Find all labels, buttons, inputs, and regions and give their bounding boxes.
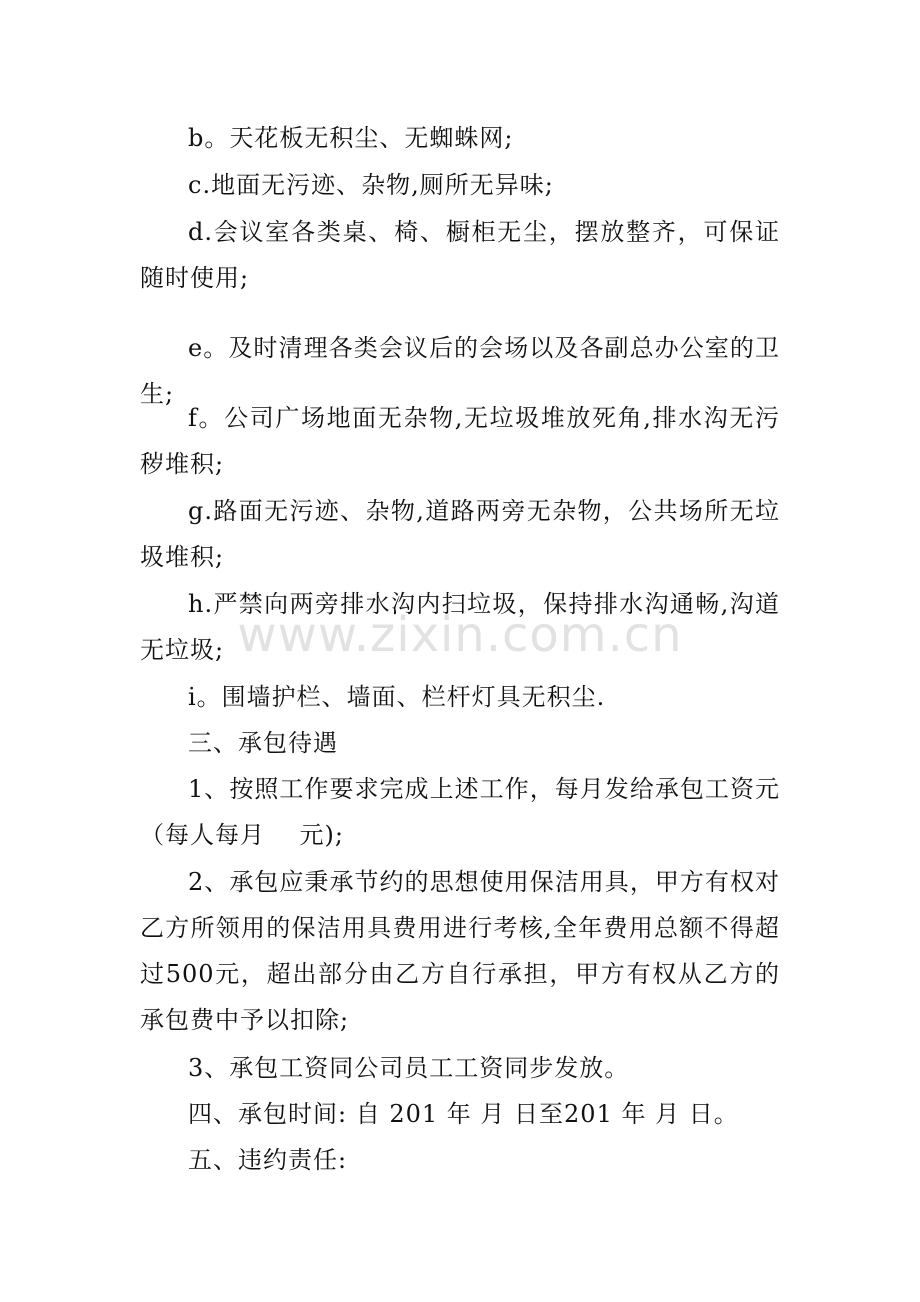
- paragraph-g: g.路面无污迹、杂物,道路两旁无杂物，公共场所无垃圾堆积;: [140, 497, 780, 571]
- paragraph-h: h.严禁向两旁排水沟内扫垃圾，保持排水沟通畅,沟道无垃圾;: [140, 590, 780, 664]
- section-heading-5: 五、违约责任:: [188, 1146, 348, 1174]
- section-heading-3: 三、承包待遇: [188, 729, 338, 757]
- paragraph-i: i。围墙护栏、墙面、栏杆灯具无积尘.: [188, 683, 606, 711]
- clause-1: 1、按照工作要求完成上述工作，每月发给承包工资元（每人每月 元);: [140, 775, 780, 849]
- paragraph-d: d.会议室各类桌、椅、橱柜无尘，摆放整齐，可保证随时使用;: [140, 218, 780, 292]
- watermark: www.zixin.com.cn: [237, 607, 683, 663]
- paragraph-c: c.地面无污迹、杂物,厕所无异味;: [188, 171, 554, 199]
- clause-2: 2、承包应秉承节约的思想使用保洁用具，甲方有权对乙方所领用的保洁用具费用进行考核,全年费用总额不得超过500元，超出部分由乙方自行承担，甲方有权从乙方的承包费中予以扣除;: [140, 868, 780, 1034]
- clause-3: 3、承包工资同公司员工工资同步发放。: [188, 1054, 630, 1082]
- paragraph-b: b。天花板无积尘、无蜘蛛网;: [188, 124, 514, 152]
- section-heading-4: 四、承包时间: 自 201 年 月 日至201 年 月 日。: [188, 1100, 739, 1128]
- paragraph-f: f。公司广场地面无杂物,无垃圾堆放死角,排水沟无污秽堆积;: [140, 404, 780, 478]
- paragraph-e: e。及时清理各类会议后的会场以及各副总办公室的卫生;: [140, 334, 780, 408]
